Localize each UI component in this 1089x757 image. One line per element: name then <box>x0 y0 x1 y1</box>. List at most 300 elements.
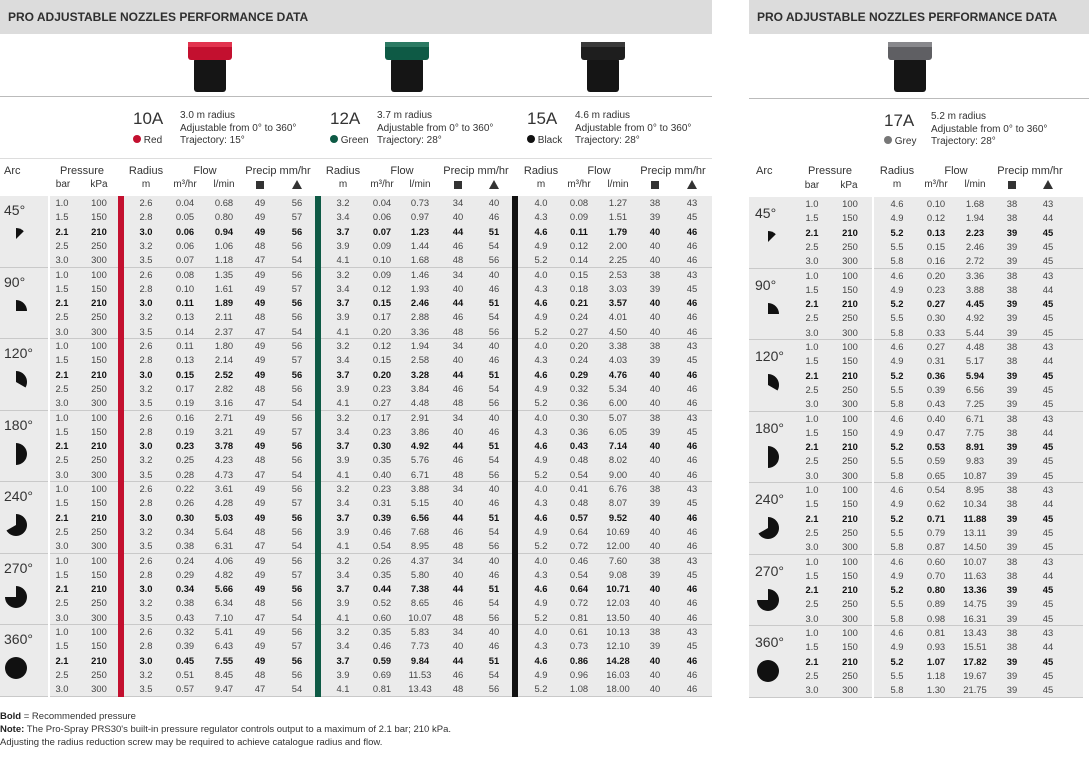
cell-flow-lmin: 3.21 <box>214 425 234 437</box>
cell-radius: 2.6 <box>139 483 153 494</box>
cell-radius: 3.5 <box>139 468 153 480</box>
cell-flow-m3hr: 0.11 <box>176 297 194 309</box>
cell-flow-lmin: 3.36 <box>410 325 430 337</box>
cell-radius: 2.8 <box>139 497 153 509</box>
cell-precip-triangle: 44 <box>1042 498 1054 510</box>
cell-flow-m3hr: 0.09 <box>372 268 392 280</box>
cell-radius: 2.6 <box>139 268 153 280</box>
cell-precip-triangle: 54 <box>291 397 303 409</box>
table-row <box>0 354 1089 368</box>
red-dot-icon <box>133 135 141 143</box>
cell-bar: 2.1 <box>55 654 69 666</box>
header-precip: Precip mm/hr <box>443 165 509 177</box>
cell-flow-m3hr: 0.13 <box>175 311 195 323</box>
cell-radius: 4.3 <box>534 568 548 580</box>
cell-flow-lmin: 8.45 <box>214 668 234 680</box>
header-radius: Radius <box>879 165 915 177</box>
cell-flow-m3hr: 0.65 <box>926 469 946 481</box>
cell-kpa: 250 <box>842 312 858 324</box>
cell-precip-square: 48 <box>452 683 464 695</box>
cell-kpa: 100 <box>91 197 107 208</box>
cell-precip-square: 39 <box>649 425 661 437</box>
cell-precip-triangle: 56 <box>291 311 303 323</box>
cell-flow-m3hr: 0.16 <box>926 255 946 267</box>
cell-precip-triangle: 45 <box>686 640 698 652</box>
cell-radius: 4.6 <box>534 297 548 309</box>
cell-flow-m3hr: 0.08 <box>569 197 589 208</box>
cell-radius: 3.9 <box>336 311 350 323</box>
cell-precip-triangle: 46 <box>686 397 698 409</box>
cell-precip-triangle: 45 <box>686 211 698 223</box>
cell-flow-m3hr: 0.81 <box>372 683 392 695</box>
cell-precip-square: 49 <box>254 654 266 666</box>
cell-flow-lmin: 1.68 <box>965 198 985 209</box>
cell-flow-lmin: 5.07 <box>608 411 628 423</box>
arc-label: 90° <box>755 276 777 293</box>
cell-flow-lmin: 1.18 <box>214 254 234 266</box>
cell-precip-triangle: 51 <box>488 440 500 452</box>
cell-radius: 3.2 <box>336 340 350 351</box>
cell-bar: 3.0 <box>55 468 69 480</box>
cell-radius: 4.0 <box>534 626 548 637</box>
cell-bar: 1.0 <box>55 554 69 566</box>
header-flow: Flow <box>193 165 217 177</box>
cell-flow-lmin: 2.23 <box>965 226 985 238</box>
cell-flow-lmin: 6.00 <box>608 397 628 409</box>
cell-kpa: 210 <box>91 440 107 452</box>
cell-flow-lmin: 3.86 <box>410 425 430 437</box>
nozzle-code-10a: 10A <box>133 109 164 128</box>
cell-precip-triangle: 54 <box>488 382 500 394</box>
cell-precip-triangle: 57 <box>291 568 303 580</box>
cell-kpa: 100 <box>91 340 107 351</box>
square-spacing-icon <box>454 181 462 189</box>
cell-precip-triangle: 46 <box>488 568 500 580</box>
cell-radius: 4.6 <box>534 225 548 237</box>
cell-flow-m3hr: 0.30 <box>569 411 589 423</box>
cell-precip-triangle: 51 <box>488 511 500 523</box>
cell-precip-triangle: 45 <box>1042 255 1054 267</box>
cell-kpa: 210 <box>842 655 858 667</box>
cell-precip-triangle: 44 <box>1042 641 1054 653</box>
cell-flow-m3hr: 0.36 <box>569 425 589 437</box>
cell-flow-m3hr: 0.53 <box>926 441 946 453</box>
cell-precip-square: 49 <box>254 211 266 223</box>
header-flow: Flow <box>390 165 414 177</box>
cell-flow-lmin: 1.61 <box>214 282 234 294</box>
cell-precip-square: 48 <box>254 597 266 609</box>
cell-flow-lmin: 9.08 <box>608 568 628 580</box>
cell-radius: 3.9 <box>336 525 350 537</box>
cell-flow-lmin: 4.48 <box>410 397 430 409</box>
table-row <box>0 211 1089 225</box>
cell-flow-m3hr: 0.59 <box>926 455 946 467</box>
cell-flow-lmin: 3.03 <box>608 282 628 294</box>
cell-radius: 3.2 <box>139 382 153 394</box>
cell-radius: 5.2 <box>890 441 904 453</box>
cell-flow-m3hr: 0.46 <box>372 525 392 537</box>
cell-precip-square: 47 <box>254 254 266 266</box>
cell-radius: 4.1 <box>336 611 350 623</box>
cell-flow-m3hr: 0.57 <box>175 683 195 695</box>
cell-precip-square: 49 <box>254 640 266 652</box>
cell-precip-triangle: 57 <box>291 497 303 509</box>
cell-precip-triangle: 46 <box>488 425 500 437</box>
cell-bar: 2.5 <box>805 455 819 467</box>
cell-kpa: 250 <box>842 383 858 395</box>
cell-flow-lmin: 2.82 <box>214 382 234 394</box>
cell-kpa: 300 <box>91 611 107 623</box>
cell-flow-lmin: 4.23 <box>214 454 234 466</box>
cell-flow-lmin: 7.38 <box>410 583 430 595</box>
cell-precip-triangle: 54 <box>488 239 500 251</box>
cell-precip-triangle: 40 <box>488 483 500 494</box>
footnote-bold: Bold = Recommended pressure <box>0 711 136 722</box>
cell-radius: 4.9 <box>890 426 904 438</box>
cell-radius: 5.5 <box>890 598 904 610</box>
cell-flow-lmin: 3.57 <box>608 297 628 309</box>
cell-radius: 3.2 <box>139 311 153 323</box>
cell-flow-lmin: 4.92 <box>410 440 430 452</box>
header-pressure: Pressure <box>59 165 105 177</box>
cell-precip-square: 49 <box>254 411 266 423</box>
cell-radius: 2.8 <box>139 354 153 366</box>
cell-radius: 3.5 <box>139 397 153 409</box>
cell-radius: 4.9 <box>534 525 548 537</box>
cell-radius: 5.5 <box>890 240 904 252</box>
cell-kpa: 210 <box>842 584 858 596</box>
cell-kpa: 300 <box>842 469 858 481</box>
table-row <box>0 569 1089 583</box>
cell-precip-square: 46 <box>452 668 464 680</box>
arc-label: 360° <box>755 634 784 650</box>
table-row <box>0 269 1089 283</box>
cell-flow-lmin: 4.45 <box>965 298 985 310</box>
cell-precip-square: 44 <box>452 583 464 595</box>
cell-radius: 4.3 <box>534 211 548 223</box>
cell-precip-square: 38 <box>1006 484 1018 495</box>
cell-flow-m3hr: 0.70 <box>926 569 946 581</box>
header-arc-right: Arc <box>756 165 773 177</box>
table-row <box>0 655 1089 669</box>
cell-flow-m3hr: 0.04 <box>372 197 392 208</box>
cell-kpa: 150 <box>91 282 107 294</box>
cell-kpa: 250 <box>91 382 107 394</box>
cell-radius: 4.9 <box>890 355 904 367</box>
cell-precip-square: 40 <box>452 568 464 580</box>
cell-flow-lmin: 9.47 <box>214 683 234 695</box>
cell-precip-square: 49 <box>254 425 266 437</box>
cell-kpa: 150 <box>842 641 858 653</box>
cell-flow-lmin: 6.71 <box>410 468 430 480</box>
cell-precip-triangle: 45 <box>1042 383 1054 395</box>
cell-bar: 2.1 <box>805 226 819 238</box>
cell-precip-triangle: 43 <box>686 483 698 494</box>
cell-bar: 2.5 <box>55 597 69 609</box>
cell-precip-square: 40 <box>649 597 661 609</box>
cell-precip-square: 39 <box>1006 312 1018 324</box>
cell-flow-lmin: 8.91 <box>965 441 985 453</box>
cell-precip-square: 40 <box>649 525 661 537</box>
cell-precip-triangle: 46 <box>488 211 500 223</box>
cell-bar: 1.5 <box>805 212 819 224</box>
cell-flow-lmin: 2.52 <box>214 368 234 380</box>
cell-flow-m3hr: 0.27 <box>569 325 589 337</box>
cell-precip-triangle: 46 <box>686 540 698 552</box>
cell-kpa: 100 <box>91 626 107 637</box>
cell-flow-lmin: 10.71 <box>606 583 630 595</box>
cell-kpa: 100 <box>91 554 107 566</box>
cell-precip-square: 40 <box>649 325 661 337</box>
cell-flow-m3hr: 0.27 <box>926 298 946 310</box>
cell-flow-lmin: 12.03 <box>606 597 630 609</box>
cell-kpa: 250 <box>842 526 858 538</box>
cell-precip-square: 49 <box>254 440 266 452</box>
cell-radius: 2.8 <box>139 568 153 580</box>
cell-kpa: 150 <box>842 569 858 581</box>
cell-flow-m3hr: 0.43 <box>926 398 946 410</box>
cell-radius: 4.9 <box>890 498 904 510</box>
cell-precip-triangle: 46 <box>686 454 698 466</box>
cell-precip-triangle: 45 <box>1042 326 1054 338</box>
cell-precip-square: 39 <box>649 568 661 580</box>
cell-flow-lmin: 1.51 <box>608 211 628 223</box>
cell-precip-square: 38 <box>649 268 661 280</box>
cell-flow-m3hr: 0.48 <box>569 497 589 509</box>
cell-radius: 4.0 <box>534 483 548 494</box>
cell-radius: 5.5 <box>890 455 904 467</box>
cell-precip-square: 48 <box>254 239 266 251</box>
cell-precip-square: 49 <box>254 554 266 566</box>
cell-precip-triangle: 43 <box>686 197 698 208</box>
cell-kpa: 100 <box>842 555 858 567</box>
cell-bar: 1.0 <box>805 198 819 209</box>
cell-precip-triangle: 54 <box>291 468 303 480</box>
cell-precip-square: 38 <box>1006 498 1018 510</box>
table-row <box>0 526 1089 540</box>
cell-radius: 4.1 <box>336 254 350 266</box>
cell-flow-lmin: 13.36 <box>963 584 987 596</box>
cell-kpa: 210 <box>842 226 858 238</box>
cell-flow-lmin: 9.83 <box>965 455 985 467</box>
cell-precip-triangle: 56 <box>291 597 303 609</box>
cell-radius: 3.5 <box>139 540 153 552</box>
cell-radius: 4.3 <box>534 354 548 366</box>
cell-radius: 3.7 <box>336 225 350 237</box>
cell-bar: 2.5 <box>55 454 69 466</box>
cell-precip-square: 40 <box>649 239 661 251</box>
cell-flow-lmin: 3.88 <box>410 483 430 494</box>
cell-flow-m3hr: 0.72 <box>569 540 589 552</box>
cell-radius: 4.0 <box>534 411 548 423</box>
cell-flow-lmin: 1.80 <box>214 340 234 351</box>
cell-precip-triangle: 46 <box>488 497 500 509</box>
arc-label: 120° <box>4 345 33 361</box>
cell-bar: 3.0 <box>805 398 819 410</box>
cell-precip-triangle: 43 <box>1042 484 1054 495</box>
cell-bar: 1.0 <box>805 341 819 352</box>
cell-precip-square: 39 <box>1006 655 1018 667</box>
square-spacing-icon <box>256 181 264 189</box>
cell-precip-square: 47 <box>254 397 266 409</box>
cell-precip-square: 48 <box>254 311 266 323</box>
cell-radius: 2.6 <box>139 554 153 566</box>
cell-precip-square: 49 <box>254 197 266 208</box>
table-row <box>0 512 1089 526</box>
cell-radius: 4.9 <box>534 454 548 466</box>
cell-flow-lmin: 9.00 <box>608 468 628 480</box>
cell-flow-m3hr: 0.30 <box>175 511 195 523</box>
cell-flow-m3hr: 0.54 <box>926 484 946 495</box>
cell-bar: 1.0 <box>55 268 69 280</box>
cell-bar: 2.5 <box>805 669 819 681</box>
cell-radius: 5.8 <box>890 684 904 696</box>
cell-flow-m3hr: 0.20 <box>372 368 392 380</box>
cell-precip-square: 49 <box>254 626 266 637</box>
cell-flow-lmin: 6.31 <box>214 540 234 552</box>
cell-precip-square: 40 <box>649 368 661 380</box>
cell-bar: 1.0 <box>805 555 819 567</box>
cell-flow-m3hr: 0.14 <box>175 325 195 337</box>
cell-flow-m3hr: 0.86 <box>569 654 589 666</box>
cell-radius: 3.0 <box>139 511 153 523</box>
cell-kpa: 150 <box>91 425 107 437</box>
cell-kpa: 100 <box>842 484 858 495</box>
cell-precip-triangle: 56 <box>488 540 500 552</box>
cell-flow-m3hr: 0.51 <box>175 668 195 680</box>
cell-kpa: 210 <box>91 368 107 380</box>
cell-flow-lmin: 4.73 <box>214 468 234 480</box>
cell-flow-lmin: 2.71 <box>214 411 234 423</box>
cell-precip-square: 34 <box>452 197 464 208</box>
cell-precip-triangle: 56 <box>488 468 500 480</box>
table-row <box>0 369 1089 383</box>
cell-radius: 4.1 <box>336 397 350 409</box>
cell-precip-triangle: 44 <box>1042 426 1054 438</box>
cell-flow-lmin: 14.75 <box>963 598 987 610</box>
cell-precip-square: 40 <box>649 583 661 595</box>
cell-radius: 2.8 <box>139 282 153 294</box>
table-row <box>0 254 1089 268</box>
cell-flow-m3hr: 0.81 <box>926 627 946 638</box>
cell-flow-lmin: 1.46 <box>410 268 430 280</box>
cell-flow-m3hr: 0.27 <box>926 341 946 352</box>
cell-precip-triangle: 46 <box>686 325 698 337</box>
cell-radius: 4.6 <box>890 555 904 567</box>
cell-flow-m3hr: 0.96 <box>569 668 589 680</box>
cell-flow-m3hr: 0.17 <box>372 411 392 423</box>
title-right: PRO ADJUSTABLE NOZZLES PERFORMANCE DATA <box>749 0 1089 34</box>
cell-precip-triangle: 45 <box>686 354 698 366</box>
cell-bar: 2.5 <box>805 383 819 395</box>
cell-bar: 1.0 <box>55 411 69 423</box>
cell-flow-lmin: 7.60 <box>608 554 628 566</box>
cell-flow-m3hr: 0.04 <box>175 197 195 208</box>
triangle-spacing-icon <box>292 180 302 189</box>
cell-radius: 3.7 <box>336 368 350 380</box>
cell-precip-square: 38 <box>1006 269 1018 281</box>
cell-precip-square: 48 <box>452 468 464 480</box>
cell-precip-triangle: 45 <box>1042 612 1054 624</box>
cell-radius: 3.4 <box>336 425 350 437</box>
cell-precip-square: 40 <box>649 468 661 480</box>
cell-bar: 2.5 <box>805 312 819 324</box>
cell-flow-lmin: 2.72 <box>965 255 985 267</box>
cell-flow-m3hr: 1.18 <box>926 669 946 681</box>
cell-flow-lmin: 5.34 <box>608 382 628 394</box>
cell-flow-m3hr: 0.54 <box>372 540 392 552</box>
cell-precip-square: 39 <box>1006 226 1018 238</box>
cell-precip-square: 38 <box>1006 355 1018 367</box>
cell-precip-square: 46 <box>452 311 464 323</box>
cell-kpa: 100 <box>842 269 858 281</box>
cell-bar: 2.1 <box>55 583 69 595</box>
header-kpa: kPa <box>90 179 108 190</box>
cell-radius: 4.6 <box>534 368 548 380</box>
cell-precip-triangle: 43 <box>686 340 698 351</box>
cell-bar: 2.1 <box>55 368 69 380</box>
cell-radius: 5.2 <box>890 584 904 596</box>
cell-bar: 1.5 <box>55 211 69 223</box>
arc-label: 45° <box>755 205 777 221</box>
cell-radius: 2.6 <box>139 197 153 208</box>
cell-precip-square: 40 <box>649 311 661 323</box>
cell-flow-m3hr: 0.17 <box>175 382 195 394</box>
cell-radius: 5.8 <box>890 255 904 267</box>
nozzle-color-15a: Black <box>527 135 562 146</box>
cell-radius: 3.9 <box>336 668 350 680</box>
cell-radius: 3.0 <box>139 225 153 237</box>
cell-radius: 4.6 <box>890 627 904 638</box>
cell-radius: 4.1 <box>336 325 350 337</box>
cell-radius: 2.8 <box>139 211 153 223</box>
cell-flow-lmin: 1.94 <box>410 340 430 351</box>
cell-flow-lmin: 0.68 <box>214 197 234 208</box>
cell-radius: 4.0 <box>534 340 548 351</box>
cell-kpa: 100 <box>91 483 107 494</box>
cell-precip-square: 39 <box>1006 398 1018 410</box>
cell-precip-triangle: 54 <box>291 325 303 337</box>
cell-precip-square: 49 <box>254 511 266 523</box>
cell-flow-m3hr: 0.57 <box>569 511 589 523</box>
cell-precip-triangle: 56 <box>291 368 303 380</box>
cell-flow-lmin: 11.63 <box>963 569 987 581</box>
arc-label: 270° <box>755 562 784 579</box>
cell-radius: 3.4 <box>336 354 350 366</box>
cell-flow-m3hr: 0.62 <box>926 498 946 510</box>
table-row <box>0 683 1089 697</box>
cell-radius: 4.0 <box>534 197 548 208</box>
table-row <box>0 397 1089 411</box>
cell-precip-square: 40 <box>649 683 661 695</box>
cell-flow-m3hr: 1.08 <box>569 683 589 695</box>
cell-kpa: 300 <box>91 468 107 480</box>
cell-kpa: 100 <box>842 412 858 424</box>
cell-flow-m3hr: 0.28 <box>175 468 195 480</box>
cell-precip-triangle: 51 <box>488 583 500 595</box>
cell-flow-lmin: 6.71 <box>965 412 985 424</box>
cell-radius: 3.0 <box>139 583 153 595</box>
cell-flow-lmin: 5.94 <box>965 369 985 381</box>
cell-bar: 1.5 <box>805 498 819 510</box>
cell-precip-square: 49 <box>254 354 266 366</box>
cell-flow-m3hr: 0.31 <box>926 355 946 367</box>
cell-precip-square: 48 <box>254 454 266 466</box>
cell-flow-lmin: 7.10 <box>214 611 234 623</box>
cell-kpa: 250 <box>91 454 107 466</box>
cell-precip-square: 46 <box>452 239 464 251</box>
cell-precip-triangle: 46 <box>686 668 698 680</box>
